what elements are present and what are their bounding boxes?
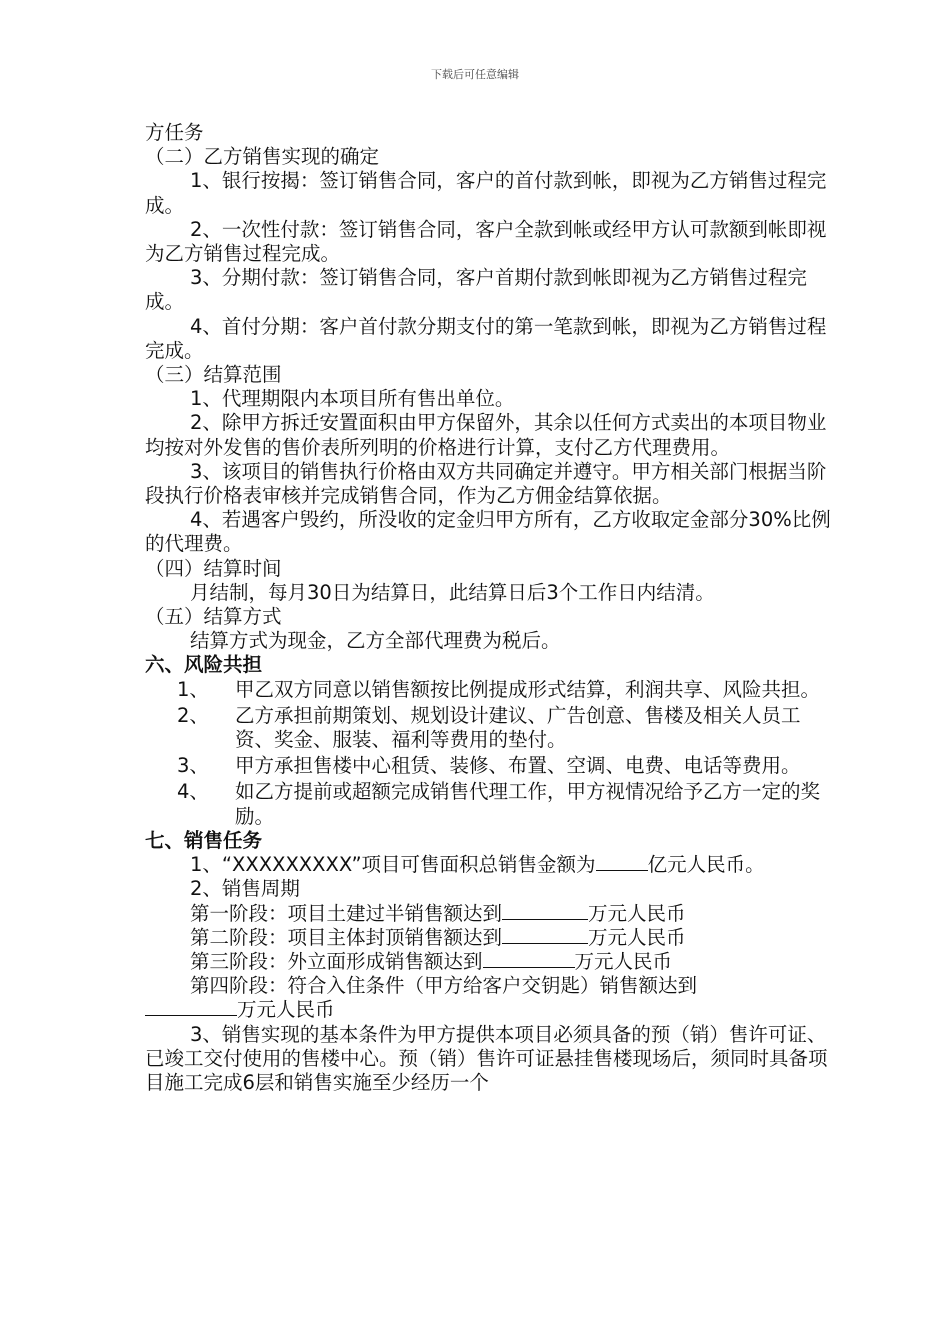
text: 第二阶段：项目主体封顶销售额达到 [190, 925, 503, 949]
paragraph: 3、分期付款：签订销售合同，客户首期付款到帐即视为乙方销售过程完成。 [145, 266, 807, 314]
paragraph: 4、若遇客户毁约，所没收的定金归甲方所有，乙方收取定金部分30%比例的代理费。 [145, 508, 831, 556]
list-item [145, 754, 835, 778]
chapter-heading: 七、销售任务 [145, 828, 263, 852]
paragraph [145, 974, 835, 1022]
list-number: 2、 [177, 703, 209, 727]
list-item [145, 780, 835, 828]
section-title: （三）结算范围 [145, 363, 282, 387]
text: 万元人民币 [574, 949, 673, 973]
paragraph: 2、一次性付款：签订销售合同，客户全款到帐或经甲方认可款额到帐即视为乙方销售过程完成。 [145, 217, 827, 266]
paragraph: 4、首付分期：客户首付款分期支付的第一笔款到帐，即视为乙方销售过程完成。 [145, 314, 827, 362]
text: 万元人民币 [588, 925, 686, 949]
paragraph [145, 853, 835, 877]
section-title: （四）结算时间 [145, 556, 282, 580]
fill-blank [502, 903, 588, 920]
text: 亿元人民币。 [647, 853, 765, 877]
section-title: （二）乙方销售实现的确定 [145, 145, 380, 169]
list-item [145, 704, 835, 752]
paragraph: 月结制，每月30日为结算日，此结算日后3个工作日内结清。 [190, 580, 715, 604]
paragraph [145, 950, 835, 974]
document-body [145, 121, 835, 1095]
text: 第四阶段：符合入住条件（甲方给客户交钥匙）销售额达到 [190, 974, 698, 998]
text: 第一阶段：项目土建过半销售额达到 [190, 901, 503, 925]
fill-blank [145, 999, 237, 1016]
paragraph: 1、银行按揭：签订销售合同，客户的首付款到帐，即视为乙方销售过程完成。 [145, 169, 827, 217]
paragraph: 结算方式为现金，乙方全部代理费为税后。 [190, 629, 561, 653]
list-number: 3、 [177, 754, 209, 778]
list-text: 乙方承担前期策划、规划设计建议、广告创意、售楼及相关人员工资、奖金、服装、福利等费用的垫付。 [235, 703, 801, 752]
list-text: 如乙方提前或超额完成销售代理工作，甲方视情况给予乙方一定的奖励。 [235, 780, 821, 828]
list-number: 4、 [177, 780, 209, 804]
section-title: （五）结算方式 [145, 605, 282, 629]
paragraph: 1、代理期限内本项目所有售出单位。 [190, 387, 515, 411]
list-item [145, 678, 835, 702]
paragraph [145, 926, 835, 950]
chapter-heading: 六、风险共担 [145, 653, 263, 677]
fill-blank [502, 927, 588, 944]
paragraph: 方任务 [145, 121, 204, 144]
paragraph: 3、该项目的销售执行价格由双方共同确定并遵守。甲方相关部门根据当阶段执行价格表审核并完成销售合同，作为乙方佣金结算依据。 [145, 459, 827, 508]
paragraph: 3、销售实现的基本条件为甲方提供本项目必须具备的预（销）售许可证、已竣工交付使用的售楼中心。预（销）售许可证悬挂售楼现场后，须同时具备项目施工完成6层和销售实施至少经历一个 [145, 1022, 828, 1094]
text: 万元人民币 [237, 998, 335, 1022]
page-header: 下载后可任意编辑 [431, 68, 519, 81]
list-text: 甲乙双方同意以销售额按比例提成形式结算，利润共享、风险共担。 [235, 677, 821, 701]
paragraph [145, 902, 835, 926]
fill-blank [483, 951, 575, 968]
list-text: 甲方承担售楼中心租赁、装修、布置、空调、电费、电话等费用。 [235, 754, 801, 778]
list-number: 1、 [177, 677, 209, 701]
text: 万元人民币 [588, 901, 686, 925]
paragraph: 2、除甲方拆迁安置面积由甲方保留外，其余以任何方式卖出的本项目物业均按对外发售的售价表所列明的价格进行计算，支付乙方代理费用。 [145, 411, 827, 459]
text: 第三阶段：外立面形成销售额达到 [190, 949, 483, 973]
paragraph: 2、销售周期 [190, 877, 300, 901]
text: 1、“XXXXXXXXX”项目可售面积总销售金额为 [190, 853, 596, 877]
fill-blank [596, 854, 648, 871]
